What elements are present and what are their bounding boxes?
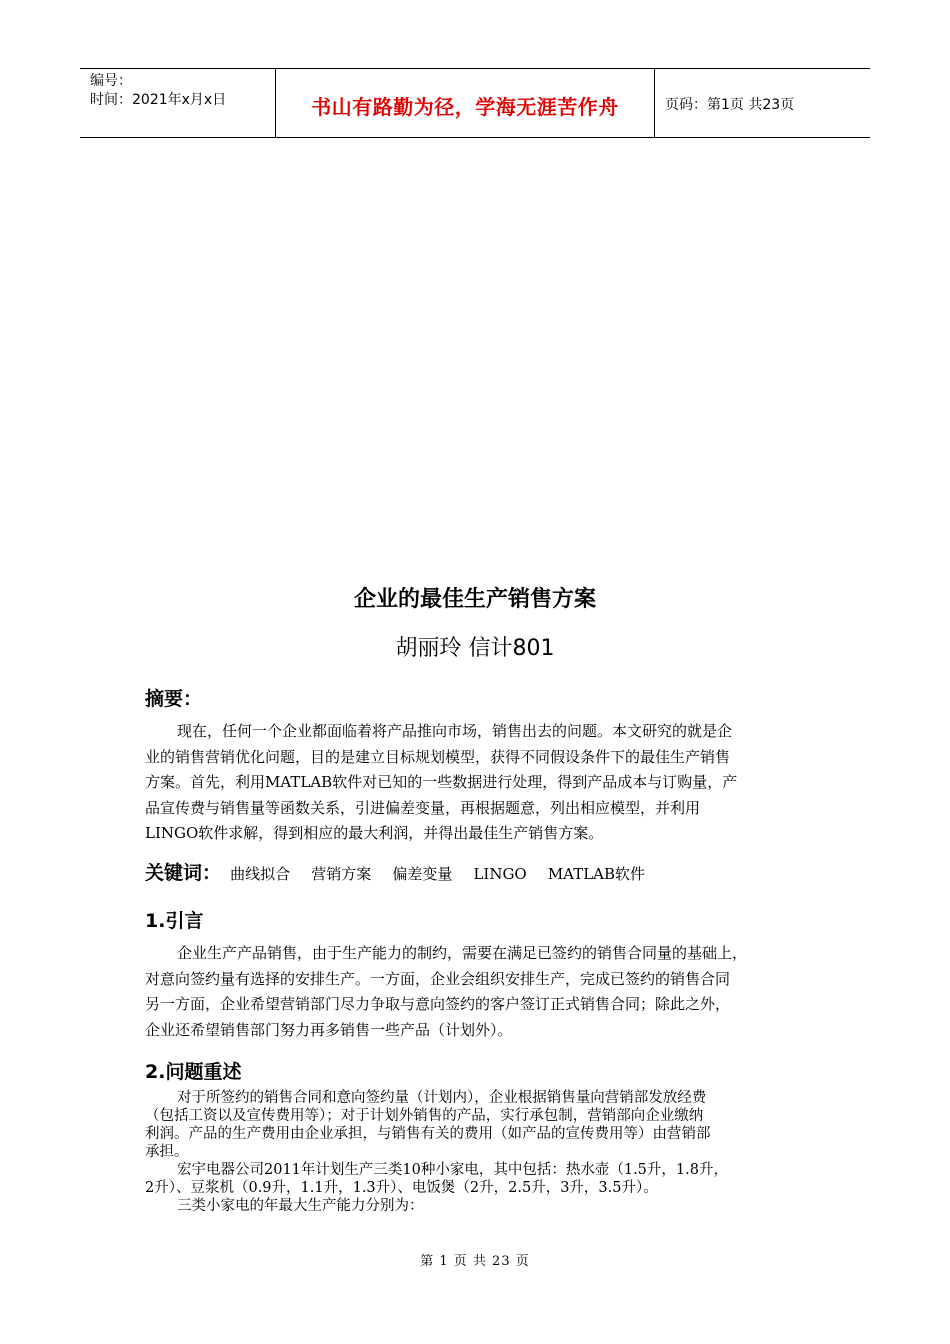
section2-body <box>145 1089 810 1215</box>
motto-text: 书山有路勤为径，学海无涯苦作舟 <box>311 95 619 119</box>
section2-line: （包括工资以及宣传费用等）；对于计划外销售的产品，实行承包制，营销部向企业缴纳 <box>145 1108 704 1124</box>
abstract-heading: 摘要： <box>145 688 203 710</box>
abstract-line: 品宣传费与销售量等函数关系，引进偏差变量，再根据题意，列出相应模型，并利用 <box>145 798 701 817</box>
section2-line: 利润。产品的生产费用由企业承担，与销售有关的费用（如产品的宣传费用等）由营销部 <box>145 1126 711 1142</box>
abstract-line: 方案。首先，利用MATLAB软件对已知的一些数据进行处理，得到产品成本与订购量，产 <box>145 773 738 791</box>
page-footer: 第 1 页 共 23 页 <box>420 1254 530 1269</box>
document-title: 企业的最佳生产销售方案 <box>353 587 596 612</box>
abstract-line: LINGO软件求解，得到相应的最大利润，并得出最佳生产销售方案。 <box>145 824 604 842</box>
section1-line: 企业生产产品销售，由于生产能力的制约，需要在满足已签约的销售合同量的基础上， <box>177 944 748 962</box>
section2-line: 对于所签约的销售合同和意向签约量（计划内），企业根据销售量向营销部发放经费 <box>177 1090 707 1106</box>
section1-heading: 1.引言 <box>145 910 204 932</box>
section2-heading: 2.问题重述 <box>145 1061 242 1083</box>
abstract-line: 业的销售营销优化问题，目的是建立目标规划模型，获得不同假设条件下的最佳生产销售 <box>145 747 731 766</box>
keyword-item: 偏差变量 <box>392 865 453 883</box>
header-motto-cell <box>276 69 655 137</box>
keywords-line <box>145 858 645 885</box>
date-label: 时间：2021年x月x日 <box>90 92 227 108</box>
section2-line: 三类小家电的年最大生产能力分别为： <box>177 1198 424 1214</box>
section1-line: 对意向签约量有选择的安排生产。一方面，企业会组织安排生产，完成已签约的销售合同 <box>145 969 731 988</box>
keyword-item: MATLAB软件 <box>547 865 646 883</box>
keyword-item: 曲线拟合 <box>230 865 291 883</box>
page-header <box>80 68 870 138</box>
section2-line: 2升）、豆浆机（0.9升，1.1升，1.3升）、电饭煲（2升，2.5升，3升，3.5升）。 <box>145 1180 658 1196</box>
keywords-label: 关键词： <box>145 862 222 884</box>
number-label: 编号： <box>90 73 132 89</box>
page-info: 页码：第1页 共23页 <box>665 97 795 113</box>
section2-line: 承担。 <box>145 1144 189 1160</box>
abstract-line: 现在，任何一个企业都面临着将产品推向市场，销售出去的问题。本文研究的就是企 <box>177 722 733 740</box>
section1-body <box>145 941 810 1043</box>
section2-line: 宏宇电器公司2011年计划生产三类10种小家电，其中包括：热水壶（1.5升，1.8升， <box>177 1162 728 1178</box>
abstract-body <box>145 719 810 847</box>
section1-line: 另一方面，企业希望营销部门尽力争取与意向签约的客户签订正式销售合同；除此之外， <box>145 995 731 1013</box>
header-info-cell <box>80 69 276 137</box>
section1-line: 企业还希望销售部门努力再多销售一些产品（计划外）。 <box>145 1020 513 1039</box>
author-line: 胡丽玲 信计801 <box>395 636 555 661</box>
header-page-cell <box>655 69 870 137</box>
keyword-item: 营销方案 <box>311 865 372 883</box>
keyword-item: LINGO <box>473 865 527 883</box>
